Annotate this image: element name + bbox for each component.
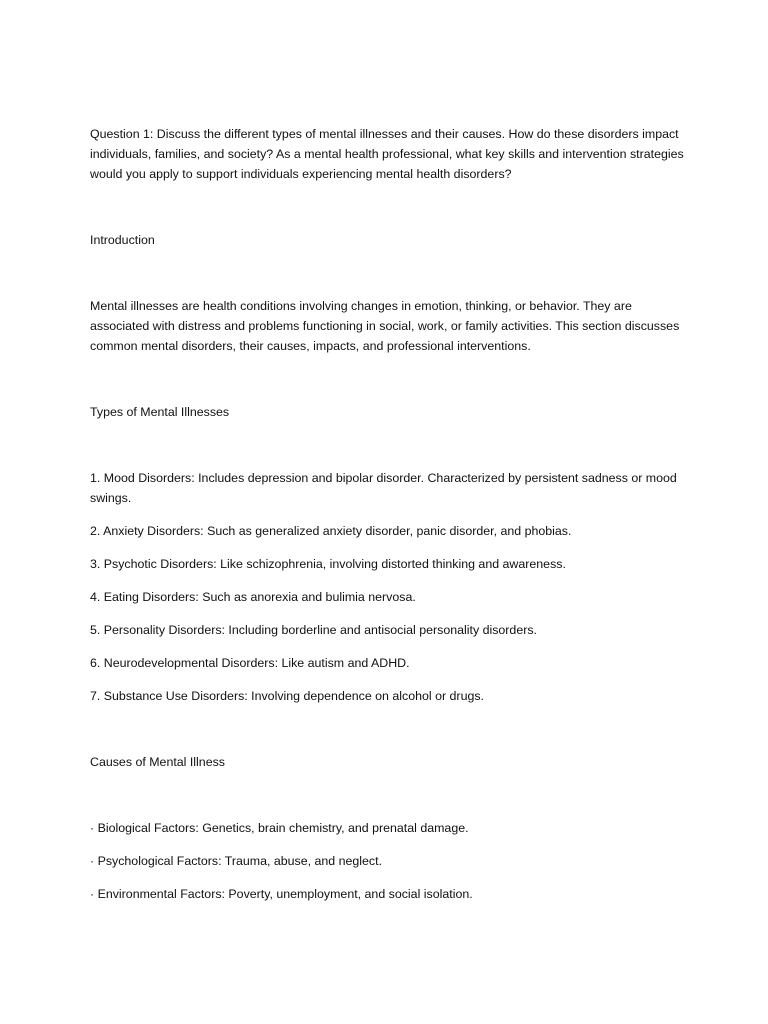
introduction-heading: Introduction bbox=[90, 233, 155, 247]
question-text: Question 1: Discuss the different types of mental illnesses and their causes. How do these disorders impact individuals, families, and society? As a mental health professional, what key skills and intervention strategies would you apply to support individuals experiencing mental health disorders? bbox=[90, 127, 684, 181]
types-list-item: 3. Psychotic Disorders: Like schizophrenia, involving distorted thinking and awareness. bbox=[90, 557, 566, 571]
document-content bbox=[90, 124, 690, 917]
causes-list-item: · Environmental Factors: Poverty, unemployment, and social isolation. bbox=[90, 887, 473, 901]
types-list-item: 4. Eating Disorders: Such as anorexia and bulimia nervosa. bbox=[90, 590, 416, 604]
types-list-item: 1. Mood Disorders: Includes depression and bipolar disorder. Characterized by persistent sadness or mood swings. bbox=[90, 471, 677, 505]
types-list-item: 6. Neurodevelopmental Disorders: Like autism and ADHD. bbox=[90, 656, 410, 670]
introduction-text: Mental illnesses are health conditions involving changes in emotion, thinking, or behavior. They are associated with distress and problems functioning in social, work, or family activities. This section discusses common mental disorders, their causes, impacts, and professional interventions. bbox=[90, 299, 680, 353]
causes-list-item: · Psychological Factors: Trauma, abuse, and neglect. bbox=[90, 854, 383, 868]
types-list-item: 2. Anxiety Disorders: Such as generalized anxiety disorder, panic disorder, and phobias. bbox=[90, 524, 572, 538]
types-heading: Types of Mental Illnesses bbox=[90, 405, 230, 419]
causes-list-item: · Biological Factors: Genetics, brain chemistry, and prenatal damage. bbox=[90, 821, 469, 835]
causes-heading: Causes of Mental Illness bbox=[90, 755, 225, 769]
types-list-item: 5. Personality Disorders: Including borderline and antisocial personality disorders. bbox=[90, 623, 537, 637]
types-list-item: 7. Substance Use Disorders: Involving dependence on alcohol or drugs. bbox=[90, 689, 484, 703]
